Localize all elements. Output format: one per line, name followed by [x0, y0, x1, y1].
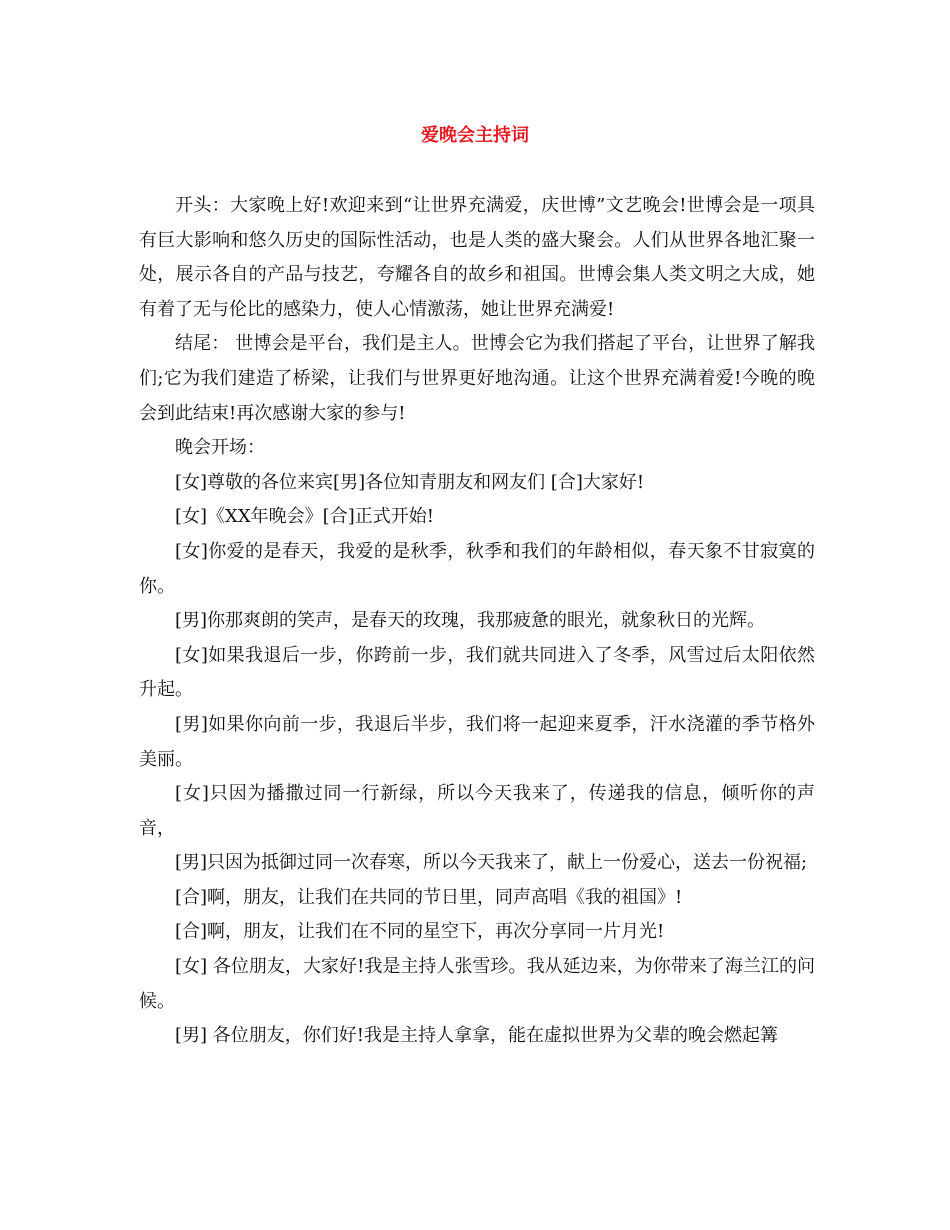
document-body [139, 189, 815, 1054]
paragraph-line: [男] 各位朋友，你们好!我是主持人拿拿，能在虚拟世界为父辈的晚会燃起篝 [175, 1025, 778, 1047]
paragraph-line: [男]你那爽朗的笑声，是春天的玫瑰，我那疲惫的眼光，就象秋日的光辉。 [175, 610, 766, 632]
paragraph-line: [女]你爱的是春天，我爱的是秋季，秋季和我们的年龄相似，春天象不甘寂寞的你。 [139, 540, 815, 597]
paragraph-line: [女]尊敬的各位来宾[男]各位知青朋友和网友们 [合]大家好! [175, 471, 645, 493]
paragraph-line: [女]如果我退后一步，你跨前一步，我们就共同进入了冬季，风雪过后太阳依然升起。 [139, 644, 815, 701]
paragraph-line: [男]只因为抵御过同一次春寒，所以今天我来了，献上一份爱心，送去一份祝福; [175, 852, 808, 874]
paragraph-line: [女] 各位朋友，大家好!我是主持人张雪珍。我从延边来，为你带来了海兰江的问候。 [139, 956, 815, 1012]
paragraph-line: [合]啊，朋友，让我们在不同的星空下，再次分享同一片月光! [175, 921, 665, 943]
paragraph-heading-opening: 晚会开场： [175, 437, 265, 459]
paragraph-closing: 结尾： 世博会是平台，我们是主人。世博会它为我们搭起了平台，让世界了解我们;它为我们建造了桥梁，让我们与世界更好地沟通。让这个世界充满着爱!今晚的晚会到此结束!再次感谢大家的参与! [139, 333, 815, 424]
paragraph-line: [合]啊，朋友，让我们在共同的节日里，同声高唱《我的祖国》! [175, 886, 683, 908]
paragraph-opening: 开头：大家晚上好!欢迎来到“让世界充满爱，庆世博”文艺晚会!世博会是一项具有巨大影响和悠久历史的国际性活动，也是人类的盛大聚会。人们从世界各地汇聚一处，展示各自的产品与技艺，夸耀各自的故乡和祖国。世博会集人类文明之大成，她有着了无与伦比的感染力，使人心情激荡，她让世界充满爱! [139, 195, 815, 320]
paragraph-line: [女]《XX年晚会》[合]正式开始! [175, 506, 434, 528]
document-title: 爱晚会主持词 [421, 125, 529, 146]
paragraph-line: [女]只因为播撒过同一行新绿，所以今天我来了，传递我的信息，倾听你的声音， [139, 783, 815, 839]
paragraph-line: [男]如果你向前一步，我退后半步，我们将一起迎来夏季，汗水浇灌的季节格外美丽。 [139, 713, 815, 770]
